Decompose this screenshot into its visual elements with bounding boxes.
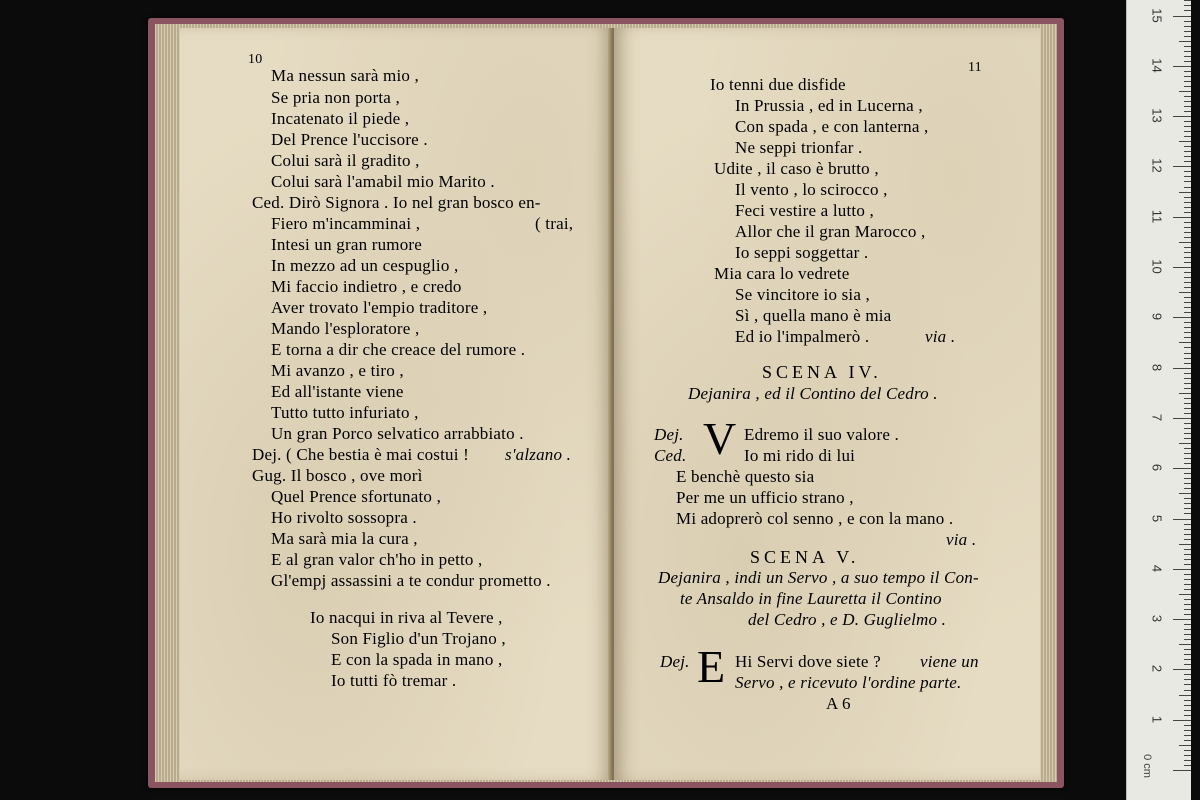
ruler-tick [1184,202,1191,203]
ruler-tick [1184,257,1191,258]
ruler-tick [1184,705,1191,706]
ruler-tick [1184,659,1191,660]
ruler-tick [1184,161,1191,162]
stage-direction: s'alzano . [505,445,572,464]
ruler-tick [1184,438,1191,439]
text-line: Io seppi soggettar . [735,243,869,262]
text-line: Sì , quella mano è mia [735,306,892,325]
text-line: Con spada , e con lanterna , [735,117,929,136]
ruler-tick [1184,106,1191,107]
text-line: Fiero m'incamminai , [271,214,421,233]
text-line: Feci vestire a lutto , [735,201,874,220]
page-number-right: 11 [968,60,982,75]
text-line: Udite , il caso è brutto , [714,159,879,178]
ruler-tick [1184,176,1191,177]
ruler-tick [1179,141,1191,142]
ruler-tick [1173,267,1191,268]
ruler-tick [1184,378,1191,379]
ruler-tick [1179,41,1191,42]
ruler-tick [1173,368,1191,369]
ruler-tick [1184,549,1191,550]
ruler-number: 7 [1149,413,1165,421]
ruler-tick [1184,81,1191,82]
ruler-tick [1184,624,1191,625]
ruler-tick [1184,146,1191,147]
ruler-tick [1184,327,1191,328]
ruler-tick [1184,373,1191,374]
ruler-tick [1184,302,1191,303]
ruler-tick [1184,21,1191,22]
ruler-tick [1184,498,1191,499]
ruler-tick [1184,654,1191,655]
ruler-tick [1184,71,1191,72]
stage-direction: via . [946,530,977,549]
ruler-tick [1184,760,1191,761]
ruler-tick [1184,408,1191,409]
text-line: Io tenni due disfide [710,75,846,94]
text-line: Ed io l'impalmerò . [735,327,870,346]
ruler-tick [1184,237,1191,238]
text-line: Tutto tutto infuriato , [271,403,419,422]
ruler-number: 12 [1149,158,1165,174]
text-line: E benchè questo sia [676,467,815,486]
ruler-tick [1184,700,1191,701]
ruler-tick [1184,287,1191,288]
ruler-tick [1184,272,1191,273]
ruler-tick [1184,473,1191,474]
ruler-tick [1184,679,1191,680]
ruler-number: 13 [1149,108,1165,123]
stage-direction: Servo , e ricevuto l'ordine parte. [735,673,962,692]
ruler-tick [1179,393,1191,394]
ruler-tick [1184,252,1191,253]
ruler-tick [1184,433,1191,434]
text-line: Mi avanzo , e tiro , [271,361,404,380]
text-line: Dej. ( Che bestia è mai costui ! [252,445,469,464]
ruler-tick [1184,634,1191,635]
text-line: Incatenato il piede , [271,109,410,128]
ruler-tick [1184,503,1191,504]
page-number-left: 10 [248,52,263,67]
ruler-tick [1173,619,1191,620]
ruler-tick [1184,488,1191,489]
ruler-tick [1184,604,1191,605]
text-line: Se vincitore io sia , [735,285,870,304]
text-line: Aver trovato l'empio traditore , [271,298,488,317]
ruler-number: 4 [1149,564,1165,572]
text-line: Colui sarà il gradito , [271,151,420,170]
ruler-tick [1179,292,1191,293]
ruler-tick [1184,337,1191,338]
text-line: Ed all'istante viene [271,382,404,401]
ruler-tick [1184,513,1191,514]
text-line: Ced. Dirò Signora . Io nel gran bosco en- [252,193,541,212]
text-line: In Prussia , ed in Lucerna , [735,96,923,115]
ruler-tick [1184,559,1191,560]
ruler-tick [1184,358,1191,359]
ruler-tick [1173,166,1191,167]
ruler-tick [1184,76,1191,77]
ruler-tick [1184,715,1191,716]
ruler-tick [1184,171,1191,172]
ruler-tick [1184,483,1191,484]
ruler-tick [1184,156,1191,157]
ruler-tick [1184,534,1191,535]
ruler-tick [1184,262,1191,263]
ruler-tick [1184,131,1191,132]
ruler-tick [1173,66,1191,67]
ruler-number: 15 [1149,7,1165,23]
ruler-tick [1184,710,1191,711]
ruler-tick [1184,423,1191,424]
text-line: E al gran valor ch'ho in petto , [271,550,483,569]
text-line: Mando l'esploratore , [271,319,420,338]
ruler-tick [1184,247,1191,248]
ruler-tick [1184,428,1191,429]
ruler-tick [1173,569,1191,570]
ruler-number: 1 [1149,715,1165,723]
scene-heading: SCENA V. [750,547,860,567]
ruler-tick [1184,61,1191,62]
text-line: Edremo il suo valore . [744,425,900,444]
stage-direction: via . [925,327,956,346]
drop-cap: E [697,641,726,692]
ruler-tick [1184,453,1191,454]
ruler-tick [1184,579,1191,580]
text-line: ( trai, [535,214,574,233]
text-line: Colui sarà l'amabil mio Marito . [271,172,495,191]
ruler-tick [1184,277,1191,278]
ruler-tick [1184,197,1191,198]
ruler-tick [1173,418,1191,419]
ruler-tick [1184,765,1191,766]
ruler-tick [1184,363,1191,364]
ruler-number: 8 [1149,363,1165,371]
ruler-tick [1173,770,1191,771]
ruler-tick [1184,383,1191,384]
ruler-tick [1184,46,1191,47]
ruler-tick [1184,31,1191,32]
text-line: E con la spada in mano , [331,650,503,669]
ruler-tick [1184,0,1191,1]
ruler-tick [1184,684,1191,685]
ruler-tick [1184,96,1191,97]
ruler-tick [1179,544,1191,545]
ruler-number: 14 [1149,58,1165,73]
text-line: Io tutti fò tremar . [331,671,457,690]
ruler-tick [1184,51,1191,52]
ruler-tick [1184,207,1191,208]
scene-subtitle: Dejanira , ed il Contino del Cedro . [688,384,938,403]
text-line: Ne seppi trionfar . [735,138,863,157]
ruler-tick [1179,594,1191,595]
ruler-unit-label: 0 cm [1140,754,1153,778]
speaker-label: Dej. [660,652,690,671]
ruler-tick [1184,539,1191,540]
text-line: Il vento , lo scirocco , [735,180,888,199]
ruler-tick [1184,609,1191,610]
text-line: Quel Prence sfortunato , [271,487,442,506]
ruler-tick [1184,86,1191,87]
ruler-tick [1184,136,1191,137]
ruler-tick [1184,725,1191,726]
ruler-tick [1184,307,1191,308]
scene-heading: SCENA IV. [762,362,882,382]
ruler-tick [1179,91,1191,92]
ruler-tick [1184,403,1191,404]
text-line: Ho rivolto sossopra . [271,508,417,527]
ruler-tick [1184,181,1191,182]
ruler-number: 11 [1149,209,1165,223]
ruler-tick [1184,508,1191,509]
ruler-tick [1184,282,1191,283]
ruler-tick [1173,669,1191,670]
ruler-tick [1184,599,1191,600]
ruler-tick [1184,26,1191,27]
ruler-tick [1184,312,1191,313]
ruler-number: 5 [1149,514,1165,522]
ruler-tick [1184,413,1191,414]
ruler-tick [1184,614,1191,615]
text-line: Intesi un gran rumore [271,235,423,254]
ruler-tick [1184,187,1191,188]
ruler-tick [1184,222,1191,223]
ruler-tick [1184,232,1191,233]
text-line: Io mi rido di lui [744,446,856,465]
ruler-tick [1179,695,1191,696]
signature-mark: A 6 [826,694,851,713]
ruler-tick [1184,735,1191,736]
ruler-tick [1184,297,1191,298]
scene-subtitle: del Cedro , e D. Guglielmo . [748,610,947,629]
ruler-tick [1179,342,1191,343]
text-line: Gug. Il bosco , ove morì [252,466,423,485]
ruler-tick [1184,10,1191,11]
text-line: Mi faccio indietro , e credo [271,277,462,296]
ruler-tick [1173,519,1191,520]
ruler-tick [1184,639,1191,640]
text-line: Gl'empj assassini a te condur prometto . [271,571,551,590]
ruler-tick [1184,332,1191,333]
ruler-tick [1184,458,1191,459]
ruler-tick [1184,322,1191,323]
stage-direction: viene un [920,652,979,671]
text-line: Ma sarà mia la cura , [271,529,418,548]
scene-subtitle: te Ansaldo in fine Lauretta il Contino [680,589,942,608]
ruler-tick [1184,690,1191,691]
ruler-tick [1184,353,1191,354]
ruler-tick [1179,745,1191,746]
ruler-tick [1184,755,1191,756]
text-line: Ma nessun sarà mio , [271,66,420,85]
ruler-tick [1184,101,1191,102]
ruler-tick [1184,56,1191,57]
ruler-tick [1179,192,1191,193]
ruler-tick [1173,317,1191,318]
ruler-tick [1184,463,1191,464]
ruler-tick [1184,5,1191,6]
ruler-tick [1184,740,1191,741]
ruler-number: 3 [1149,614,1165,623]
text-line: Se pria non porta , [271,88,400,107]
ruler-tick [1184,674,1191,675]
text-line: Allor che il gran Marocco , [735,222,926,241]
ruler-tick [1184,151,1191,152]
ruler-tick [1184,730,1191,731]
scene-subtitle: Dejanira , indi un Servo , a suo tempo il Con- [658,568,979,587]
ruler-tick [1184,649,1191,650]
ruler-tick [1179,443,1191,444]
text-line: Mia cara lo vedrete [714,264,850,283]
text-line: Son Figlio d'un Trojano , [331,629,506,648]
text-line: Mi adoprerò col senno , e con la mano . [676,509,954,528]
ruler-tick [1184,564,1191,565]
ruler-tick [1184,121,1191,122]
ruler-tick [1179,493,1191,494]
measuring-ruler [1126,0,1191,800]
speaker-label: Dej. [654,425,684,444]
ruler-tick [1184,478,1191,479]
ruler-number: 10 [1149,259,1165,274]
ruler-number: 9 [1149,313,1165,321]
ruler-tick [1184,212,1191,213]
ruler-tick [1184,347,1191,348]
ruler-tick [1184,574,1191,575]
text-line: Per me un ufficio strano , [676,488,854,507]
ruler-tick [1184,398,1191,399]
text-line: Del Prence l'uccisore . [271,130,428,149]
ruler-tick [1184,554,1191,555]
ruler-tick [1184,111,1191,112]
text-line: Io nacqui in riva al Tevere , [310,608,503,627]
ruler-tick [1173,116,1191,117]
text-line: Hi Servi dove siete ? [735,652,881,671]
text-line: E torna a dir che creace del rumore . [271,340,526,359]
ruler-tick [1184,388,1191,389]
text-line: In mezzo ad un cespuglio , [271,256,459,275]
ruler-tick [1173,720,1191,721]
ruler-tick [1184,227,1191,228]
ruler-tick [1179,644,1191,645]
ruler-tick [1184,584,1191,585]
ruler-tick [1179,242,1191,243]
ruler-tick [1184,664,1191,665]
ruler-tick [1184,524,1191,525]
ruler-number: 6 [1149,464,1165,472]
ruler-tick [1184,529,1191,530]
ruler-tick [1173,16,1191,17]
ruler-tick [1184,36,1191,37]
speaker-label: Ced. [654,446,687,465]
ruler-tick [1184,448,1191,449]
ruler-tick [1184,126,1191,127]
ruler-tick [1184,750,1191,751]
drop-cap: V [703,413,737,464]
text-line: Un gran Porco selvatico arrabbiato . [271,424,524,443]
ruler-tick [1184,629,1191,630]
ruler-tick [1173,217,1191,218]
ruler-number: 2 [1149,665,1165,673]
ruler-tick [1173,468,1191,469]
ruler-tick [1184,589,1191,590]
